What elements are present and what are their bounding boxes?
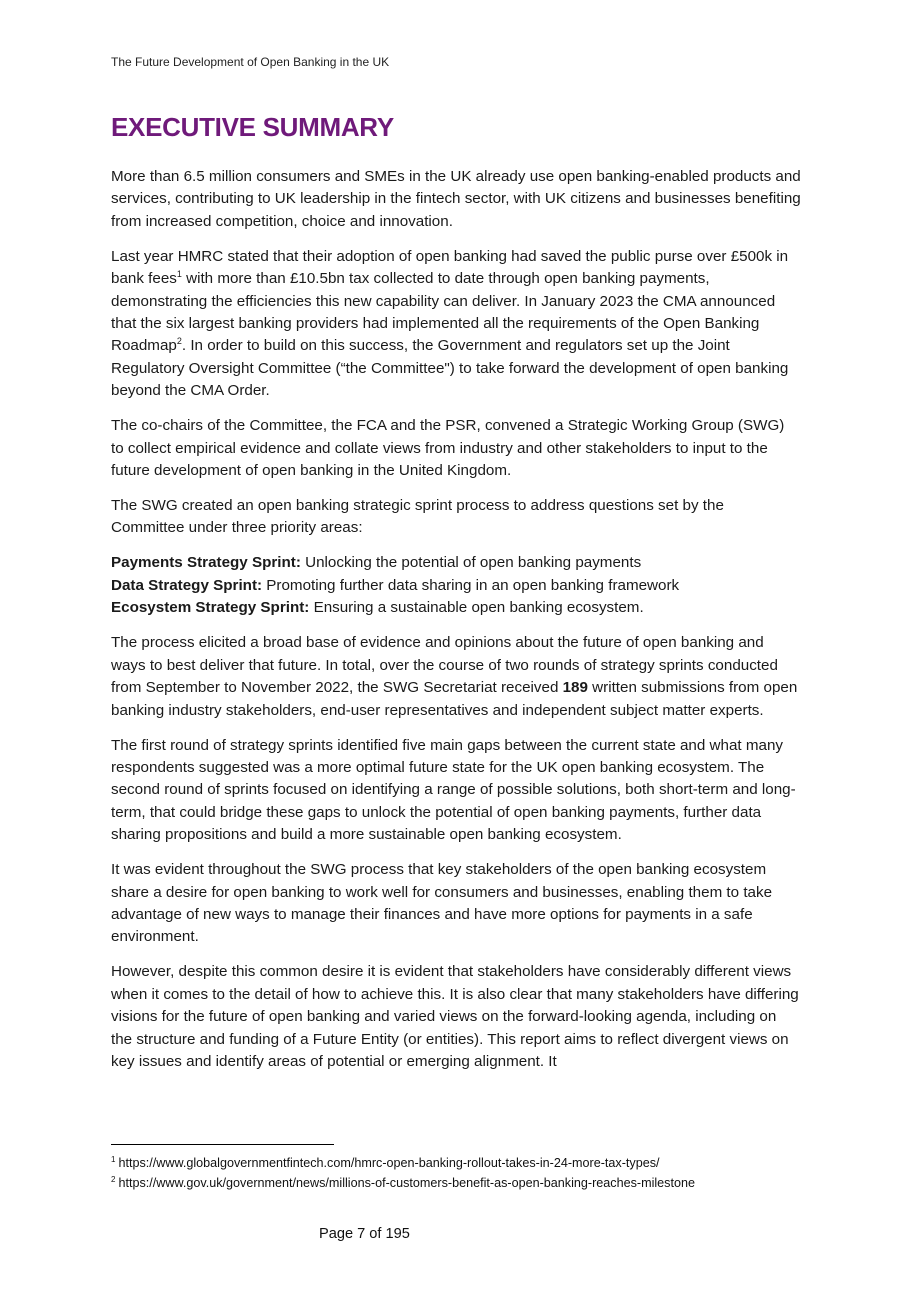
footnote-divider (111, 1144, 334, 1145)
paragraph-text: written submissions from open banking industry stakeholders, end-user representatives and independent subject matter experts. (111, 679, 798, 719)
footnote (111, 1173, 811, 1193)
footnote-link[interactable]: https://www.gov.uk/government/news/millions-of-customers-benefit-as-open-banking-reaches-milestone (118, 1176, 695, 1190)
sprint-name: Data Strategy Sprint: (111, 576, 263, 594)
paragraph: It was evident throughout the SWG process that key stakeholders of the open banking ecosystem share a desire for open banking to work well for consumers and businesses, enabling them to take advantage of new ways to manage their finances and have more options for payments in a safe environment. (111, 861, 773, 946)
footnotes (111, 1153, 811, 1193)
footnote (111, 1153, 811, 1173)
paragraph: More than 6.5 million consumers and SMEs in the UK already use open banking-enabled products and services, contributing to UK leadership in the fintech sector, with UK citizens and businesses benefiting from increased competition, choice and innovation. (111, 168, 801, 230)
page-number: Page 7 of 195 (319, 1226, 410, 1242)
footnote-number: 1 (111, 1154, 116, 1164)
paragraph-text: The process elicited a broad base of evidence and opinions about the future of open banking and ways to best deliver that future. In total, over the course of two rounds of strategy sprints conducted from September to November 2022, the SWG Secretariat received (111, 634, 778, 697)
sprint-list (111, 552, 801, 619)
paragraph: The co-chairs of the Committee, the FCA and the PSR, convened a Strategic Working Group (SWG) to collect empirical evidence and collate views from industry and other stakeholders to input to the future development of open banking in the United Kingdom. (111, 417, 785, 480)
paragraph (111, 246, 801, 403)
paragraph-text: with more than £10.5bn tax collected to date through open banking payments, demonstrating the efficiencies this new capability can deliver. In January 2023 the CMA announced that the six largest banking providers had implemented all the requirements of the Open Banking Roadmap (111, 270, 776, 355)
paragraph: However, despite this common desire it is evident that stakeholders have considerably different views when it comes to the detail of how to achieve this. It is also clear that many stakeholders have differing visions for the future of open banking and varied views on the forward-looking agenda, including on the structure and funding of a Future Entity (or entities). This report aims to reflect divergent views on key issues and identify areas of potential or emerging alignment. It (111, 963, 799, 1070)
footnote-number: 2 (111, 1174, 116, 1184)
sprint-item (111, 575, 801, 597)
sprint-desc: Ensuring a sustainable open banking ecosystem. (309, 599, 644, 617)
sprint-name: Ecosystem Strategy Sprint: (111, 599, 310, 617)
sprint-item (111, 552, 801, 574)
paragraph: The SWG created an open banking strategic sprint process to address questions set by the Committee under three priority areas: (111, 497, 724, 537)
sprint-desc: Promoting further data sharing in an open banking framework (262, 576, 680, 594)
submission-count: 189 (562, 679, 588, 697)
running-header: The Future Development of Open Banking in the UK (111, 55, 390, 69)
paragraph-text: . In order to build on this success, the Government and regulators set up the Joint Regulatory Oversight Committee (“the Committee") to take forward the development of open banking beyond the CMA Order. (111, 337, 789, 400)
paragraph-text: Last year HMRC stated that their adoption of open banking had saved the public purse over £500k in bank fees (111, 247, 789, 288)
sprint-desc: Unlocking the potential of open banking payments (300, 554, 642, 572)
paragraph (111, 632, 801, 722)
document-body (111, 166, 801, 1086)
footnote-ref[interactable]: 1 (176, 269, 182, 280)
paragraph: The first round of strategy sprints identified five main gaps between the current state and what many respondents suggested was a more optimal future state for the UK open banking ecosystem. The second round of sprints focused on identifying a range of possible solutions, both short-term and long-term, that could bridge these gaps to unlock the potential of open banking payments, further data sharing propositions and build a more sustainable open banking ecosystem. (111, 736, 796, 844)
footnote-ref[interactable]: 2 (176, 336, 182, 347)
sprint-name: Payments Strategy Sprint: (111, 554, 301, 572)
footnote-link[interactable]: https://www.globalgovernmentfintech.com/hmrc-open-banking-rollout-takes-in-24-more-tax-types/ (118, 1156, 660, 1170)
sprint-item (111, 597, 801, 619)
section-title: EXECUTIVE SUMMARY (111, 112, 394, 142)
